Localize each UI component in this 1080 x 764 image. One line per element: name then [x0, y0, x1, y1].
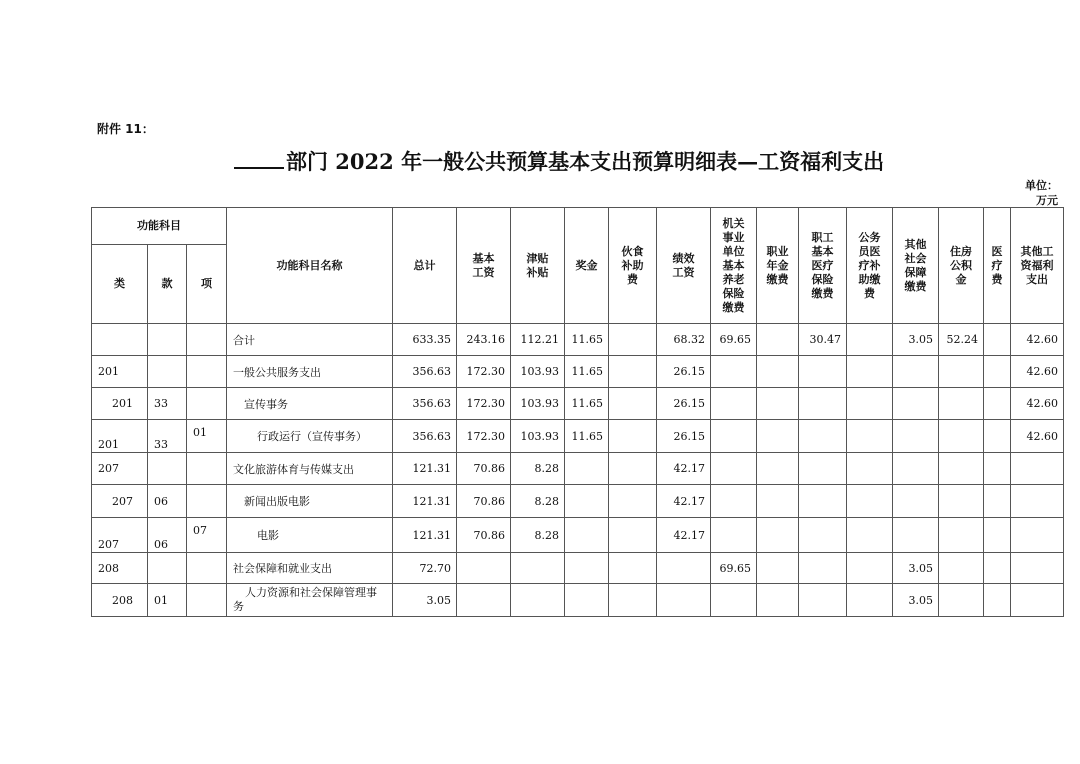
- cell-pension: 69.65: [711, 324, 757, 356]
- cell-name: 一般公共服务支出: [227, 356, 393, 388]
- cell-perf: 42.17: [657, 453, 711, 485]
- cell-housing: [939, 553, 984, 584]
- cell-name: 行政运行（宣传事务）: [227, 420, 393, 453]
- cell-total: 356.63: [393, 420, 457, 453]
- cell-housing: [939, 584, 984, 617]
- cell-annuity: [757, 518, 799, 553]
- cell-perf: 26.15: [657, 420, 711, 453]
- cell-civil: [847, 388, 893, 420]
- cell-name: [227, 584, 393, 617]
- cell-food: [609, 553, 657, 584]
- cell-allow: 8.28: [511, 453, 565, 485]
- cell-annuity: [757, 485, 799, 518]
- cell-lei: 208: [92, 553, 148, 584]
- cell-other: [1011, 485, 1064, 518]
- header-allowance-text: 津贴补贴: [526, 251, 549, 279]
- table-row: [92, 324, 1064, 356]
- header-total: 总计: [393, 208, 457, 324]
- cell-medfee: [984, 453, 1011, 485]
- header-medical-insurance: [799, 208, 847, 324]
- header-bonus: 奖金: [565, 208, 609, 324]
- cell-perf: [657, 553, 711, 584]
- cell-medical: 30.47: [799, 324, 847, 356]
- cell-pension: [711, 420, 757, 453]
- title-text: 部门 2022 年一般公共预算基本支出预算明细表—工资福利支出: [286, 149, 885, 174]
- header-pension-insurance-text: 机关事业单位基本养老保险缴费: [722, 216, 745, 314]
- header-kuan: 款: [148, 245, 187, 324]
- cell-perf: 68.32: [657, 324, 711, 356]
- cell-civil: [847, 485, 893, 518]
- cell-food: [609, 485, 657, 518]
- table-row: [92, 485, 1064, 518]
- cell-other: 42.60: [1011, 356, 1064, 388]
- cell-basic: 70.86: [457, 485, 511, 518]
- cell-social: [893, 388, 939, 420]
- table-row: [92, 553, 1064, 584]
- cell-medfee: [984, 356, 1011, 388]
- cell-annuity: [757, 356, 799, 388]
- cell-other: 42.60: [1011, 388, 1064, 420]
- cell-civil: [847, 324, 893, 356]
- cell-bonus: 11.65: [565, 356, 609, 388]
- header-medical-fee: [984, 208, 1011, 324]
- header-basic-salary: [457, 208, 511, 324]
- cell-other: [1011, 453, 1064, 485]
- cell-medical: [799, 420, 847, 453]
- header-other-social-security-text: 其他社会保障缴费: [904, 237, 927, 293]
- cell-medfee: [984, 420, 1011, 453]
- cell-annuity: [757, 453, 799, 485]
- table-row: [92, 388, 1064, 420]
- cell-lei: 201: [92, 356, 148, 388]
- cell-name-text: 人力资源和社会保障管理事务: [233, 586, 377, 613]
- header-occupational-annuity-text: 职业年金缴费: [766, 244, 789, 286]
- header-performance-pay: [657, 208, 711, 324]
- cell-allow: [511, 553, 565, 584]
- cell-annuity: [757, 324, 799, 356]
- cell-kuan: [148, 453, 187, 485]
- cell-basic: 172.30: [457, 420, 511, 453]
- header-food-allowance-text: 伙食补助费: [621, 244, 644, 286]
- cell-total: 3.05: [393, 584, 457, 617]
- cell-perf: 26.15: [657, 388, 711, 420]
- cell-medical: [799, 485, 847, 518]
- cell-kuan: 06: [148, 485, 187, 518]
- cell-civil: [847, 420, 893, 453]
- header-housing-fund: [939, 208, 984, 324]
- cell-kuan: [148, 356, 187, 388]
- cell-other: [1011, 553, 1064, 584]
- cell-civil: [847, 553, 893, 584]
- header-civil-medical-subsidy: [847, 208, 893, 324]
- cell-other: [1011, 518, 1064, 553]
- cell-medfee: [984, 518, 1011, 553]
- cell-bonus: 11.65: [565, 324, 609, 356]
- cell-name: 社会保障和就业支出: [227, 553, 393, 584]
- cell-basic: 70.86: [457, 518, 511, 553]
- cell-total: 121.31: [393, 518, 457, 553]
- cell-food: [609, 518, 657, 553]
- cell-other: 42.60: [1011, 420, 1064, 453]
- cell-food: [609, 453, 657, 485]
- cell-social: [893, 453, 939, 485]
- cell-medfee: [984, 553, 1011, 584]
- cell-housing: 52.24: [939, 324, 984, 356]
- cell-xiang: [187, 584, 227, 617]
- cell-xiang: 01: [187, 420, 227, 453]
- cell-civil: [847, 518, 893, 553]
- cell-social: 3.05: [893, 553, 939, 584]
- cell-civil: [847, 453, 893, 485]
- table-row: [92, 453, 1064, 485]
- cell-total: 356.63: [393, 388, 457, 420]
- page-title: [234, 146, 884, 176]
- cell-name: 合计: [227, 324, 393, 356]
- header-medical-fee-text: 医疗费: [991, 244, 1003, 286]
- cell-allow: 103.93: [511, 388, 565, 420]
- cell-allow: 112.21: [511, 324, 565, 356]
- cell-annuity: [757, 553, 799, 584]
- header-food-allowance: [609, 208, 657, 324]
- cell-bonus: [565, 584, 609, 617]
- cell-social: [893, 356, 939, 388]
- cell-xiang: [187, 356, 227, 388]
- header-housing-fund-text: 住房公积金: [950, 244, 972, 286]
- cell-social: [893, 420, 939, 453]
- cell-bonus: 11.65: [565, 388, 609, 420]
- cell-name: 文化旅游体育与传媒支出: [227, 453, 393, 485]
- cell-perf: 42.17: [657, 485, 711, 518]
- cell-social: [893, 485, 939, 518]
- cell-kuan: 01: [148, 584, 187, 617]
- header-basic-salary-text: 基本工资: [472, 251, 495, 279]
- table-row: [92, 518, 1064, 553]
- cell-lei: 201: [92, 420, 148, 453]
- cell-pension: [711, 518, 757, 553]
- cell-social: [893, 518, 939, 553]
- cell-perf: [657, 584, 711, 617]
- salary-welfare-table: [91, 207, 1064, 617]
- cell-basic: 70.86: [457, 453, 511, 485]
- cell-xiang: [187, 453, 227, 485]
- cell-lei: 207: [92, 453, 148, 485]
- header-performance-pay-text: 绩效工资: [672, 251, 695, 279]
- cell-pension: 69.65: [711, 553, 757, 584]
- cell-housing: [939, 518, 984, 553]
- header-occupational-annuity: [757, 208, 799, 324]
- cell-basic: 172.30: [457, 356, 511, 388]
- cell-total: 356.63: [393, 356, 457, 388]
- table-row: [92, 420, 1064, 453]
- cell-xiang: [187, 485, 227, 518]
- cell-medfee: [984, 485, 1011, 518]
- cell-basic: 172.30: [457, 388, 511, 420]
- cell-housing: [939, 485, 984, 518]
- cell-housing: [939, 356, 984, 388]
- cell-allow: 8.28: [511, 485, 565, 518]
- cell-medical: [799, 553, 847, 584]
- cell-xiang: [187, 324, 227, 356]
- cell-allow: 103.93: [511, 420, 565, 453]
- cell-medfee: [984, 388, 1011, 420]
- cell-food: [609, 584, 657, 617]
- cell-name: 宣传事务: [227, 388, 393, 420]
- table-row: [92, 356, 1064, 388]
- cell-total: 121.31: [393, 453, 457, 485]
- cell-allow: [511, 584, 565, 617]
- cell-civil: [847, 584, 893, 617]
- cell-bonus: [565, 485, 609, 518]
- cell-kuan: 06: [148, 518, 187, 553]
- header-civil-medical-subsidy-text: 公务员医疗补助缴费: [858, 230, 881, 300]
- cell-medical: [799, 584, 847, 617]
- cell-other: [1011, 584, 1064, 617]
- header-lei: 类: [92, 245, 148, 324]
- cell-kuan: [148, 553, 187, 584]
- cell-name: 电影: [227, 518, 393, 553]
- cell-perf: 26.15: [657, 356, 711, 388]
- cell-civil: [847, 356, 893, 388]
- cell-bonus: [565, 453, 609, 485]
- cell-total: 72.70: [393, 553, 457, 584]
- cell-medfee: [984, 324, 1011, 356]
- cell-medical: [799, 453, 847, 485]
- cell-allow: 103.93: [511, 356, 565, 388]
- cell-food: [609, 324, 657, 356]
- header-xiang: 项: [187, 245, 227, 324]
- cell-allow: 8.28: [511, 518, 565, 553]
- cell-pension: [711, 485, 757, 518]
- cell-lei: 201: [92, 388, 148, 420]
- cell-food: [609, 388, 657, 420]
- cell-basic: [457, 553, 511, 584]
- cell-xiang: [187, 388, 227, 420]
- cell-total: 121.31: [393, 485, 457, 518]
- header-name: 功能科目名称: [227, 208, 393, 324]
- cell-housing: [939, 453, 984, 485]
- cell-food: [609, 420, 657, 453]
- cell-annuity: [757, 584, 799, 617]
- cell-medfee: [984, 584, 1011, 617]
- cell-basic: 243.16: [457, 324, 511, 356]
- header-other-welfare-text: 其他工资福利支出: [1020, 244, 1054, 286]
- cell-lei: 207: [92, 518, 148, 553]
- cell-name: 新闻出版电影: [227, 485, 393, 518]
- cell-housing: [939, 388, 984, 420]
- cell-medical: [799, 388, 847, 420]
- cell-pension: [711, 453, 757, 485]
- cell-social: 3.05: [893, 584, 939, 617]
- cell-pension: [711, 356, 757, 388]
- cell-total: 633.35: [393, 324, 457, 356]
- title-blank-line: [234, 167, 284, 169]
- cell-medical: [799, 356, 847, 388]
- cell-lei: [92, 324, 148, 356]
- cell-xiang: 07: [187, 518, 227, 553]
- table-row: [92, 584, 1064, 617]
- cell-kuan: [148, 324, 187, 356]
- cell-basic: [457, 584, 511, 617]
- cell-xiang: [187, 553, 227, 584]
- cell-perf: 42.17: [657, 518, 711, 553]
- cell-medical: [799, 518, 847, 553]
- cell-other: 42.60: [1011, 324, 1064, 356]
- cell-bonus: [565, 518, 609, 553]
- cell-annuity: [757, 420, 799, 453]
- header-other-welfare: [1011, 208, 1064, 324]
- cell-food: [609, 356, 657, 388]
- unit-label: 单位：: [1025, 179, 1058, 192]
- unit-note: [1025, 178, 1058, 208]
- cell-pension: [711, 388, 757, 420]
- cell-bonus: 11.65: [565, 420, 609, 453]
- cell-housing: [939, 420, 984, 453]
- header-pension-insurance: [711, 208, 757, 324]
- header-medical-insurance-text: 职工基本医疗保险缴费: [811, 230, 834, 300]
- cell-kuan: 33: [148, 420, 187, 453]
- cell-kuan: 33: [148, 388, 187, 420]
- header-function-subject: 功能科目: [92, 208, 227, 245]
- unit-value: 万元: [1036, 194, 1058, 207]
- cell-lei: 208: [92, 584, 148, 617]
- header-allowance: [511, 208, 565, 324]
- header-other-social-security: [893, 208, 939, 324]
- cell-annuity: [757, 388, 799, 420]
- cell-social: 3.05: [893, 324, 939, 356]
- cell-pension: [711, 584, 757, 617]
- cell-bonus: [565, 553, 609, 584]
- attachment-label: 附件 11：: [97, 122, 154, 136]
- cell-lei: 207: [92, 485, 148, 518]
